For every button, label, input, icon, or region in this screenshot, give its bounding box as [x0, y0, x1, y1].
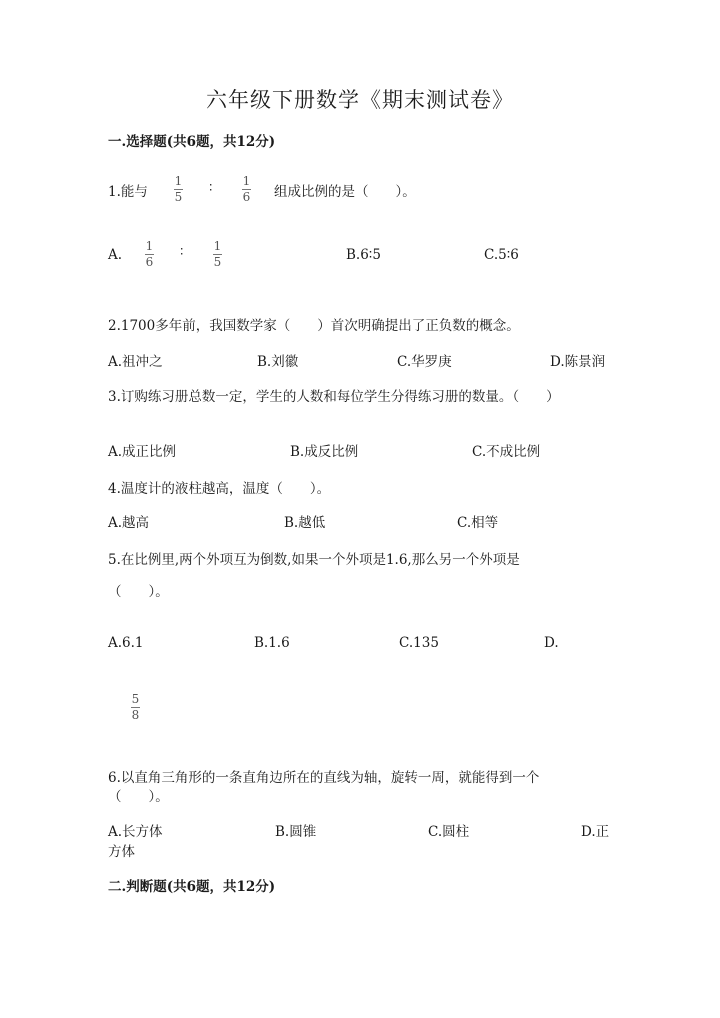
question-1-fraction-b [242, 175, 251, 204]
question-1-suffix: 组成比例的是（ ）。 [274, 184, 416, 200]
question-5-option-b: B.1.6 [254, 635, 290, 651]
question-1-prefix: 1.能与 [108, 184, 148, 200]
question-1-fraction-a [174, 175, 183, 204]
question-3-stem: 3.订购练习册总数一定，学生的人数和每位学生分得练习册的数量。（ ） [108, 389, 560, 405]
fraction-denominator: 8 [131, 708, 140, 722]
question-4-stem: 4.温度计的液柱越高，温度（ ）。 [108, 481, 331, 497]
question-1-option-b: B.6∶5 [346, 247, 381, 263]
question-5-option-a: A.6.1 [108, 635, 144, 651]
question-2-option-a: A.祖冲之 [108, 354, 163, 370]
question-5-option-d-fraction [131, 693, 140, 722]
fraction-numerator: 1 [242, 174, 251, 188]
question-5-option-c: C.135 [399, 635, 439, 651]
question-6-option-b: B.圆锥 [275, 824, 317, 840]
fraction-numerator: 1 [145, 239, 154, 253]
question-4-option-a: A.越高 [108, 515, 150, 531]
question-6-option-c: C.圆柱 [428, 824, 470, 840]
fraction-denominator: 5 [174, 190, 183, 204]
fraction-numerator: 1 [174, 174, 183, 188]
question-2-option-b: B.刘徽 [257, 354, 299, 370]
question-6-option-a: A.长方体 [108, 824, 163, 840]
question-6-option-d-continuation: 方体 [108, 844, 135, 860]
question-1-option-a-fraction-a [145, 240, 154, 269]
question-4-option-c: C.相等 [457, 515, 499, 531]
question-1-option-c: C.5∶6 [484, 247, 519, 263]
question-4-option-b: B.越低 [284, 515, 326, 531]
question-5-option-d: D. [544, 635, 559, 651]
question-5-stem-line-2: （ ）。 [108, 584, 169, 600]
question-6-option-d: D.正 [581, 824, 610, 840]
fraction-numerator: 1 [213, 239, 222, 253]
question-1-option-a-fraction-b [213, 240, 222, 269]
page-title: 六年级下册数学《期末测试卷》 [206, 88, 514, 112]
question-1-colon: ∶ [209, 181, 213, 196]
section-heading-judgement: 二.判断题(共6题，共12分) [108, 879, 276, 895]
fraction-denominator: 6 [242, 190, 251, 204]
question-6-stem-line-1: 6.以直角三角形的一条直角边所在的直线为轴，旋转一周，就能得到一个 [108, 770, 540, 786]
fraction-denominator: 6 [145, 255, 154, 269]
section-heading-choice: 一.选择题(共6题，共12分) [108, 134, 276, 150]
question-5-stem-line-1: 5.在比例里,两个外项互为倒数,如果一个外项是1.6,那么另一个外项是 [108, 552, 520, 568]
question-2-option-d: D.陈景润 [550, 354, 606, 370]
question-2-stem: 2.1700多年前，我国数学家（ ）首次明确提出了正负数的概念。 [108, 318, 520, 334]
question-3-option-b: B.成反比例 [290, 444, 359, 460]
question-1-option-a-label: A. [108, 247, 123, 263]
question-6-stem-line-2: （ ）。 [108, 789, 169, 805]
fraction-numerator: 5 [131, 692, 140, 706]
question-3-option-a: A.成正比例 [108, 444, 177, 460]
question-3-option-c: C.不成比例 [472, 444, 541, 460]
fraction-denominator: 5 [213, 255, 222, 269]
question-1-option-a-colon: ∶ [180, 245, 184, 260]
question-2-option-c: C.华罗庚 [397, 354, 452, 370]
